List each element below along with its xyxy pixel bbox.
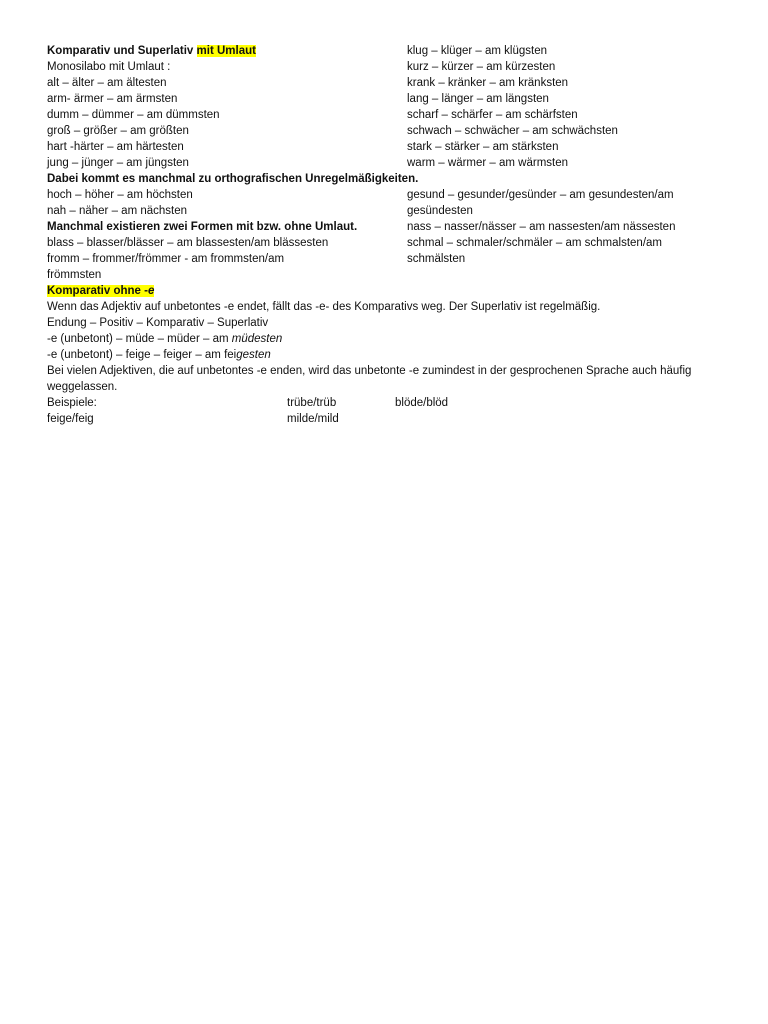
heading-ohne-e-highlight (47, 285, 154, 297)
umlaut-word: alt – älter – am ältesten (47, 77, 167, 89)
two-forms-word-right: schmälsten (407, 253, 466, 265)
manchmal-heading: Manchmal existieren zwei Formen mit bzw. ohne Umlaut. (47, 221, 358, 233)
two-forms-word: blass – blasser/blässer – am blassesten/am blässesten (47, 237, 329, 249)
heading-ohne-e-letter: e (147, 285, 155, 297)
two-forms-word-right: schmal – schmaler/schmäler – am schmalsten/am (407, 237, 662, 249)
mude-example (47, 331, 282, 347)
mono-label: Monosilabo mit Umlaut : (47, 61, 171, 73)
two-forms-word: fromm – frommer/frömmer - am frommsten/am (47, 253, 285, 265)
example-word: blöde/blöd (395, 397, 449, 409)
two-forms-word-right: nass – nasser/nässer – am nassesten/am nässesten (407, 221, 676, 233)
umlaut-word-right: kurz – kürzer – am kürzesten (407, 61, 556, 73)
irregular-word: nah – näher – am nächsten (47, 205, 188, 217)
umlaut-word-right: schwach – schwächer – am schwächsten (407, 125, 618, 137)
beispiele-label: Beispiele: (47, 397, 97, 409)
umlaut-word-right: krank – kränker – am kränksten (407, 77, 569, 89)
wenn-text: Wenn das Adjektiv auf unbetontes -e endet, fällt das -e- des Komparativs weg. Der Superlativ ist regelmäßig. (47, 301, 601, 313)
irregular-word: hoch – höher – am höchsten (47, 189, 193, 201)
umlaut-word-right: scharf – schärfer – am schärfsten (407, 109, 578, 121)
bei-text-line-2: weggelassen. (47, 381, 118, 393)
umlaut-word: groß – größer – am größten (47, 125, 189, 137)
feige-superlative: gesten (236, 349, 271, 361)
bei-text-line-1: Bei vielen Adjektiven, die auf unbetontes -e enden, wird das unbetonte -e zumindest in der gesprochenen Sprache auch häufig (47, 365, 692, 377)
gesund-word: gesündesten (407, 205, 473, 217)
umlaut-word-right: lang – länger – am längsten (407, 93, 549, 105)
example-word: feige/feig (47, 413, 94, 425)
endung-text: Endung – Positiv – Komparativ – Superlativ (47, 317, 269, 329)
dabei-heading: Dabei kommt es manchmal zu orthografischen Unregelmäßigkeiten. (47, 173, 419, 185)
umlaut-word-right: warm – wärmer – am wärmsten (407, 157, 569, 169)
example-word: trübe/trüb (287, 397, 337, 409)
umlaut-word: jung – jünger – am jüngsten (47, 157, 189, 169)
umlaut-word: dumm – dümmer – am dümmsten (47, 109, 220, 121)
heading-ohne-e-text: Komparativ ohne - (47, 285, 148, 297)
mude-text: -e (unbetont) – müde – müder – am (47, 333, 232, 345)
gesund-word: gesund – gesunder/gesünder – am gesundesten/am (407, 189, 674, 201)
mude-superlative: müdesten (231, 333, 283, 345)
umlaut-word: arm- ärmer – am ärmsten (47, 93, 178, 105)
umlaut-word: hart -härter – am härtesten (47, 141, 184, 153)
heading-umlaut-text: Komparativ und Superlativ (47, 45, 197, 57)
umlaut-word-right: stark – stärker – am stärksten (407, 141, 559, 153)
heading-umlaut (47, 43, 256, 59)
example-word: milde/mild (287, 413, 339, 425)
two-forms-word: frömmsten (47, 269, 102, 281)
umlaut-word-right: klug – klüger – am klügsten (407, 45, 547, 57)
feige-text: -e (unbetont) – feige – feiger – am fei (47, 349, 237, 361)
feige-example (47, 347, 271, 363)
heading-ohne-e (47, 283, 154, 299)
heading-umlaut-highlight: mit Umlaut (196, 45, 256, 57)
